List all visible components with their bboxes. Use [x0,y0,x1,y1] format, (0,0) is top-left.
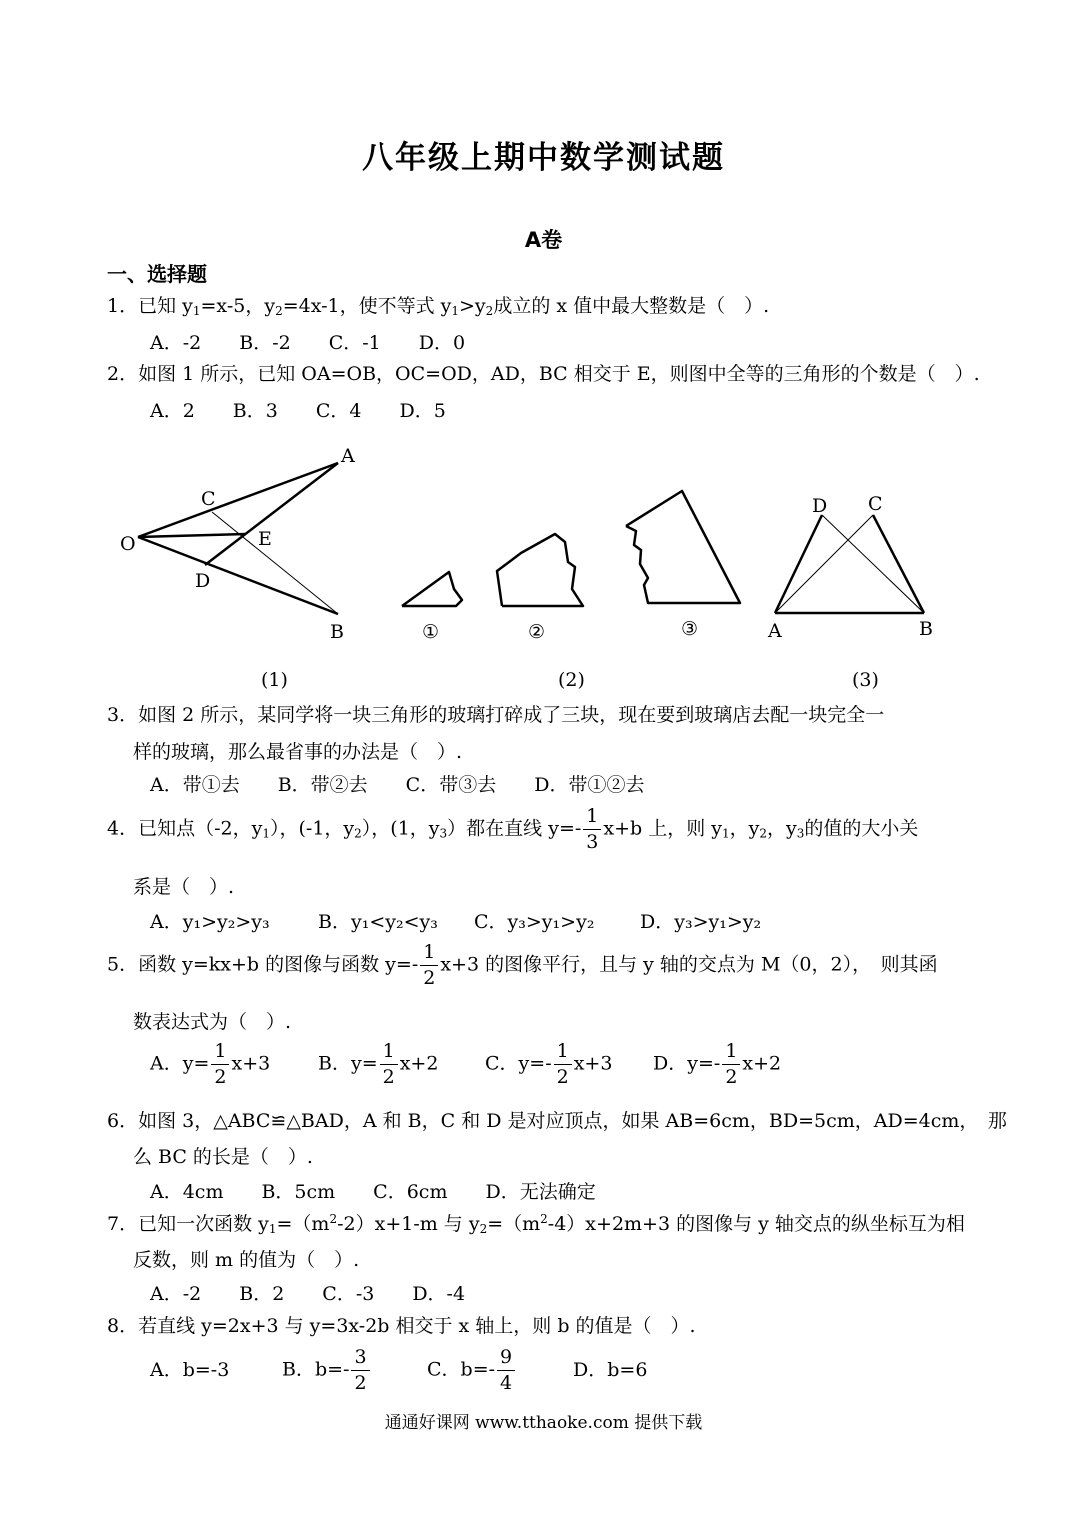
question-7-options: A．-2 B．2 C．-3 D．-4 [150,1283,466,1305]
figure-3-diagram [775,515,924,613]
question-8-option-b: B．b=- $\frac{3}{2}$ [282,1348,427,1393]
question-8-option-d: D．b=6 [573,1358,648,1381]
question-5-line-1: 5．函数 y=kx+b 的图像与函数 y=- $\frac{1}{2}$ x+3 的图像平行，且与 y 轴的交点为 M（0，2）， 则其函 [107,941,938,989]
figure-1-label-d: D [195,570,211,592]
question-1-options: A．-2 B．-2 C．-1 D．0 [150,332,466,354]
page-title: 八年级上期中数学测试题 [362,140,725,176]
figure-3-label-b: B [919,618,933,640]
figure-1-diagram [138,463,338,614]
figure-3-label-c: C [868,493,883,515]
question-5-option-d: D．y=- $\frac{1}{2}$ x+2 [653,1040,782,1088]
question-4-line-2: 系是（ ）. [133,876,235,898]
question-8-option-a: A．b=-3 [150,1358,230,1381]
section-heading: 一、选择题 [107,262,207,286]
figures [0,0,1087,720]
question-3-line-2: 样的玻璃，那么最省事的办法是（ ）. [133,741,463,763]
question-3-options: A．带①去 B．带②去 C．带③去 D．带①②去 [150,774,645,796]
question-5-line-2: 数表达式为（ ）. [133,1011,292,1033]
figure-1-label-c: C [201,488,216,510]
question-4-option-b: B．y₁<y₂<y₃ [318,911,438,933]
figure-2-piece-2-label: ② [528,621,546,643]
question-2: 2．如图 1 所示，已知 OA=OB，OC=OD，AD，BC 相交于 E，则图中全等的三角形的个数是（ ）. [107,363,980,385]
question-2-options: A．2 B．3 C．4 D．5 [150,400,446,422]
figure-2-diagram [402,491,740,606]
question-3-line-1: 3．如图 2 所示，某同学将一块三角形的玻璃打碎成了三块，现在要到玻璃店去配一块完全一 [107,704,885,726]
paper-section-title: A卷 [524,228,563,252]
question-4-line-1: 4．已知点（-2，$y_1$），(-1，$y_2$），(1，$y_3$）都在直线 y=- $\frac{1}{3}$ x+b 上，则 $y_1$，$y_2$，$y_3$的值的大小关 [107,805,919,853]
question-6-line-2: 么 BC 的长是（ ）. [133,1146,313,1168]
footer-credit: 通通好课网 www.tthaoke.com 提供下载 [384,1413,703,1433]
question-4-option-a: A．y₁>y₂>y₃ [150,911,270,933]
question-6-line-1: 6．如图 3，△ABC≌△BAD，A 和 B，C 和 D 是对应顶点，如果 AB=6cm，BD=5cm，AD=4cm， 那 [107,1110,1007,1132]
question-5-options [150,1042,781,1087]
question-1: 1．已知 $y_1=x-5$，$y_2=4x-1$，使不等式 $y_1>y_2$成立的 x 值中最大整数是（ ）. [107,295,770,318]
figure-1-label-b: B [330,621,344,643]
question-5-option-c: C．y=- $\frac{1}{2}$ x+3 [485,1040,613,1088]
question-5-option-a: A．y= $\frac{1}{2}$ x+3 [150,1040,271,1088]
figure-2-piece-3-label: ③ [681,618,699,640]
question-8: 8．若直线 y=2x+3 与 y=3x-2b 相交于 x 轴上，则 b 的值是（ ）. [107,1315,696,1337]
question-4-options [150,907,761,934]
figure-2-caption: (2) [558,669,585,691]
question-5-option-b: B．y= $\frac{1}{2}$ x+2 [318,1040,439,1088]
question-8-option-c: C．b=- $\frac{9}{4}$ [427,1348,573,1393]
figure-3-label-a: A [768,620,782,642]
question-6-options: A．4cm B．5cm C．6cm D．无法确定 [150,1181,596,1203]
fraction: $\frac{1}{2}$ [420,943,438,988]
figure-2-piece-1-label: ① [422,621,440,643]
question-7-line-1: 7．已知一次函数 $y_1=(m^2-2)x+1-m$ 与 $y_2=(m^2-4)x+2m+3$ 的图像与 y 轴交点的纵坐标互为相 [107,1212,965,1236]
question-4-option-c: C．y₃>y₁>y₂ [474,911,595,933]
figure-1-label-a: A [341,445,355,467]
question-7-line-2: 反数，则 m 的值为（ ）. [133,1249,360,1271]
figure-3-label-d: D [812,495,828,517]
figure-1-caption: (1) [261,669,288,691]
figure-1-label-o: O [120,533,136,555]
figure-3-caption: (3) [852,669,879,691]
figure-1-label-e: E [258,528,272,550]
question-4-option-d: D．y₃>y₁>y₂ [640,911,762,933]
fraction: $\frac{1}{3}$ [583,807,601,852]
question-8-options [150,1348,647,1393]
